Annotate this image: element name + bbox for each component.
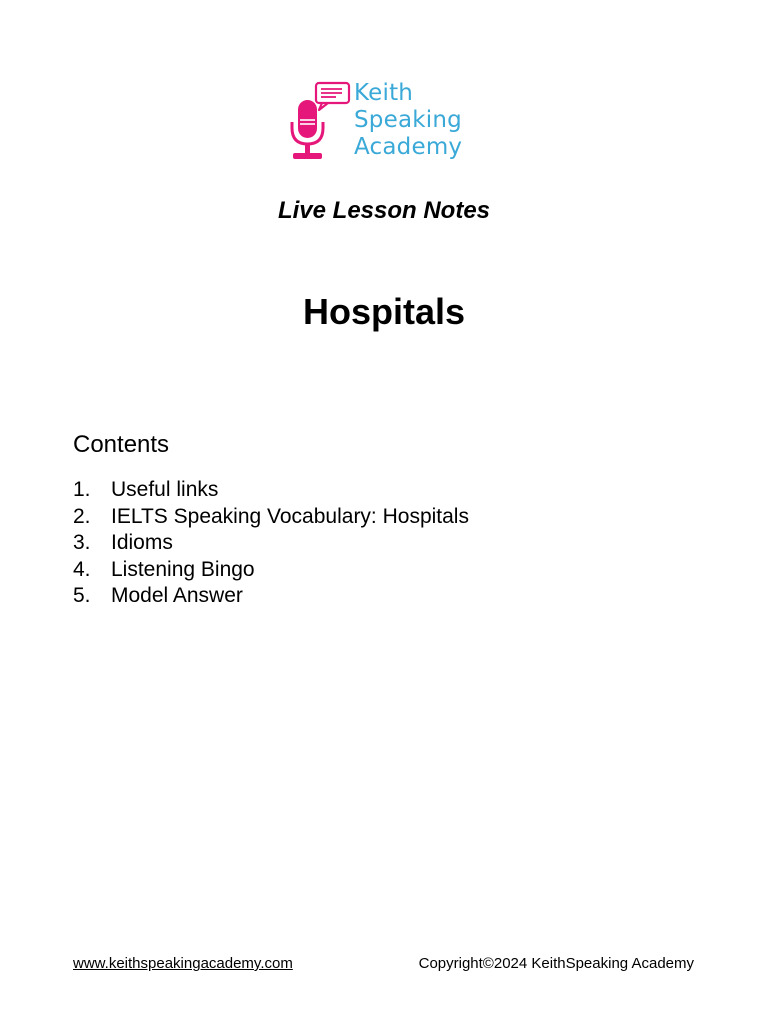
toc-item-label: Listening Bingo	[111, 557, 255, 581]
toc-item-number: 2.	[73, 504, 91, 528]
document-subtitle: Live Lesson Notes	[277, 197, 491, 224]
brand-wordmark	[354, 80, 478, 161]
brand-line-3: Academy	[354, 134, 463, 160]
toc-item-number: 4.	[73, 557, 91, 581]
brand-line-2: Speaking	[354, 107, 462, 133]
toc-item-label: Idioms	[111, 531, 173, 555]
toc-item-label: IELTS Speaking Vocabulary: Hospitals	[111, 504, 469, 528]
toc-item	[73, 504, 469, 531]
toc-item-label: Model Answer	[111, 584, 243, 608]
toc-item	[73, 530, 469, 557]
toc-item	[73, 583, 469, 610]
brand-line-1: Keith	[354, 80, 414, 106]
website-link[interactable]: www.keithspeakingacademy.com	[73, 955, 293, 972]
toc-item	[73, 557, 469, 584]
toc-item-number: 5.	[73, 584, 91, 608]
brand-logo	[286, 80, 478, 164]
microphone-icon	[286, 80, 356, 164]
contents-heading: Contents	[73, 431, 170, 458]
toc-item-label: Useful links	[111, 478, 219, 501]
toc-item-number: 1.	[73, 478, 91, 501]
toc-item-number: 3.	[73, 531, 91, 555]
table-of-contents	[73, 477, 469, 610]
copyright-notice: Copyright©2024 KeithSpeaking Academy	[418, 955, 694, 972]
document-title: Hospitals	[302, 291, 466, 332]
toc-item	[73, 477, 469, 504]
